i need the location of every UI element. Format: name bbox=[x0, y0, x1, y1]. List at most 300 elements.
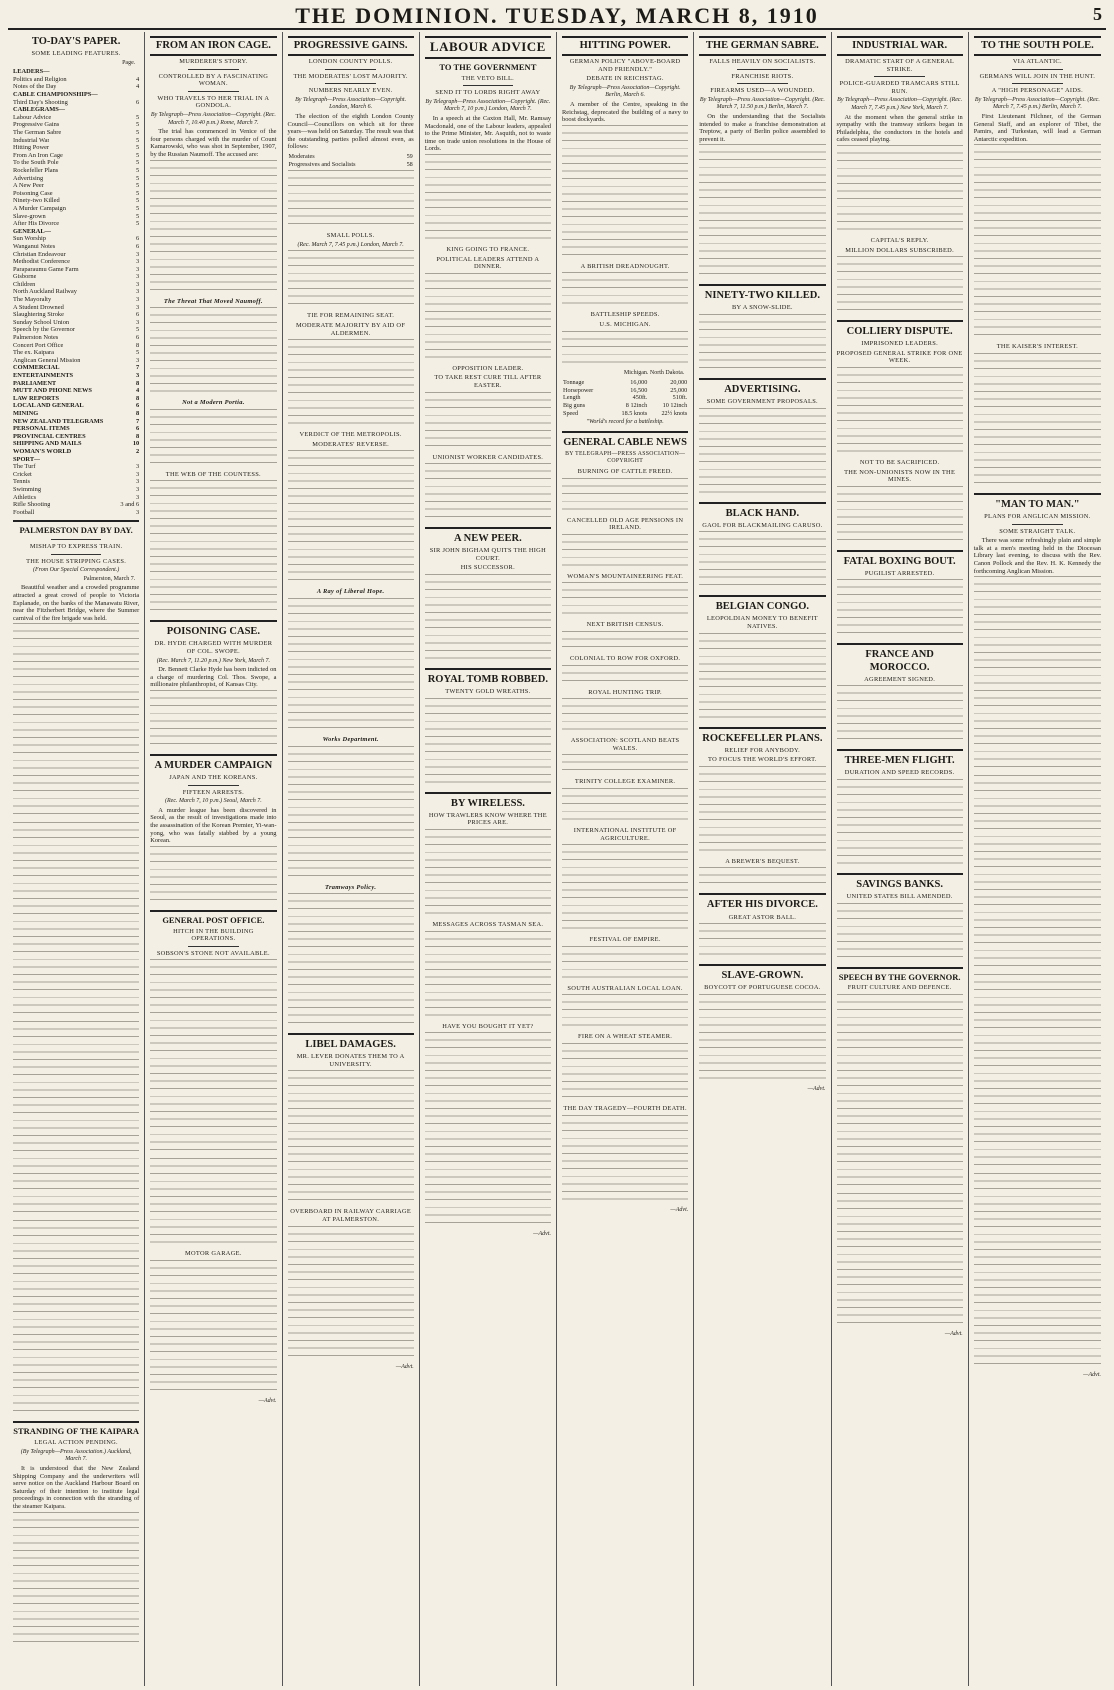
index-item-label: Slaughtering Stroke bbox=[13, 311, 64, 319]
dreadnought-sub: A BRITISH DREADNOUGHT. bbox=[580, 262, 670, 270]
moderates-reverse-sub: MODERATES' REVERSE. bbox=[312, 440, 390, 448]
column-3 bbox=[283, 32, 420, 1686]
body-text bbox=[288, 450, 414, 586]
battleship-table-note: "World's record for a battleship. bbox=[586, 419, 664, 426]
index-item-label: LAW REPORTS bbox=[13, 394, 59, 402]
index-item-page: 8 bbox=[136, 409, 140, 417]
small-polls-sub: SMALL POLLS. bbox=[326, 232, 375, 240]
index-item-label: Ninety-two Killed bbox=[13, 197, 60, 205]
index-item-page: 3 bbox=[136, 296, 140, 304]
index-item-label: Rockefeller Plans bbox=[13, 166, 59, 174]
poisoning-dateline: (Rec. March 7, 11.20 p.m.) New York, March 7. bbox=[156, 657, 271, 664]
hitting-power-sub-2: DEBATE IN REICHSTAG. bbox=[586, 75, 664, 83]
iron-cage-heading: FROM AN IRON CAGE. bbox=[150, 36, 276, 56]
table-cell: 8 12inch bbox=[625, 401, 648, 409]
index-item-page: 3 bbox=[136, 463, 140, 471]
index-item-page: 6 bbox=[136, 242, 140, 250]
body-text bbox=[974, 1173, 1101, 1370]
index-item bbox=[13, 448, 139, 456]
body-text bbox=[150, 480, 276, 616]
body-text bbox=[837, 579, 963, 639]
verdict-sub: VERDICT OF THE METROPOLIS. bbox=[299, 431, 402, 439]
index-item-label: Cricket bbox=[13, 470, 32, 478]
black-hand-heading: BLACK HAND. bbox=[725, 507, 800, 519]
table-cell: 10 12inch bbox=[662, 401, 688, 409]
post-office-heading: GENERAL POST OFFICE. bbox=[162, 914, 265, 925]
index-item-label: From An Iron Cage bbox=[13, 151, 63, 159]
index-item-label: CABLE CHAMPIONSHIPS— bbox=[13, 91, 98, 99]
german-sabre-paragraph: On the understanding that the Socialists intended to make a franchise demonstration at Treptow, a party of Berlin police assembled to prevent it. bbox=[699, 113, 826, 143]
after-divorce-heading: AFTER HIS DIVORCE. bbox=[706, 899, 818, 911]
column-2 bbox=[145, 32, 282, 1686]
fruit-culture-sub: FRUIT CULTURE AND DEFENCE. bbox=[847, 984, 952, 992]
royal-tomb-heading: ROYAL TOMB ROBBED. bbox=[427, 674, 549, 686]
table-cell: 510ft. bbox=[672, 394, 688, 402]
index-item-page: 5 bbox=[136, 349, 140, 357]
index-item bbox=[13, 197, 139, 205]
day-tragedy-sub: THE DAY TRAGEDY—FOURTH DEATH. bbox=[563, 1104, 687, 1112]
index-item bbox=[13, 228, 139, 236]
hitting-power-heading: HITTING POWER. bbox=[562, 36, 688, 56]
index-item-label: After His Divorce bbox=[13, 220, 60, 228]
index-item-page: 3 and 6 bbox=[120, 501, 140, 509]
progressive-sub-1: LONDON COUNTY POLLS. bbox=[308, 58, 393, 66]
index-item-page: 3 bbox=[136, 273, 140, 281]
palmerston-sub-1: MISHAP TO EXPRESS TRAIN. bbox=[29, 543, 123, 551]
body-text bbox=[562, 125, 688, 261]
labour-advice-heading-2: TO THE GOVERNMENT bbox=[439, 61, 537, 72]
mountaineering-sub: WOMAN'S MOUNTAINEERING FEAT. bbox=[567, 572, 684, 580]
index-item-label: Hitting Power bbox=[13, 144, 50, 152]
index-item-page: 5 bbox=[136, 151, 140, 159]
index-item bbox=[13, 182, 139, 190]
liberal-hope-sub: A Ray of Liberal Hope. bbox=[316, 588, 385, 596]
index-item-page: 5 bbox=[136, 189, 140, 197]
murder-campaign-sub-2: FIFTEEN ARRESTS. bbox=[182, 788, 244, 796]
index-item bbox=[13, 114, 139, 122]
index-item-label: Third Day's Shooting bbox=[13, 98, 68, 106]
index-item-page: 5 bbox=[136, 174, 140, 182]
table-cell: Big guns bbox=[563, 401, 586, 409]
index-item bbox=[13, 106, 139, 114]
body-text bbox=[974, 775, 1101, 972]
trinity-sub: TRINITY COLLEGE EXAMINER. bbox=[574, 778, 676, 786]
index-item bbox=[13, 326, 139, 334]
index-item-label: North Auckland Railway bbox=[13, 288, 77, 296]
index-item-page: 4 bbox=[136, 387, 140, 395]
body-text bbox=[837, 1193, 963, 1329]
body-text bbox=[288, 746, 414, 882]
index-item-page: 5 bbox=[136, 159, 140, 167]
index-item-page: 3 bbox=[136, 470, 140, 478]
index-item-label: Labour Advice bbox=[13, 113, 52, 121]
index-item-label: Speech by the Governor bbox=[13, 326, 75, 334]
industrial-war-sub-1: DRAMATIC START OF A GENERAL STRIKE. bbox=[845, 58, 955, 73]
index-item-label: MUTT AND PHONE NEWS bbox=[13, 387, 92, 395]
speed-records-sub: DURATION AND SPEED RECORDS. bbox=[844, 769, 955, 777]
poisoning-heading: POISONING CASE. bbox=[166, 626, 261, 638]
body-text bbox=[562, 272, 688, 309]
kaipara-heading: STRANDING OF THE KAIPARA bbox=[13, 1426, 139, 1437]
hunting-trip-sub: ROYAL HUNTING TRIP. bbox=[588, 688, 662, 696]
agriculture-sub: INTERNATIONAL INSTITUTE OF AGRICULTURE. bbox=[573, 826, 677, 842]
body-text bbox=[699, 633, 825, 723]
south-pole-heading: TO THE SOUTH POLE. bbox=[974, 36, 1101, 56]
index-item-label: Palmerston Notes bbox=[13, 334, 59, 342]
index-item-page: 5 bbox=[136, 129, 140, 136]
index-item bbox=[13, 266, 139, 274]
body-text bbox=[425, 1032, 551, 1229]
table-cell: 16,500 bbox=[630, 386, 648, 394]
via-atlantic-sub: VIA ATLANTIC. bbox=[1012, 58, 1062, 66]
index-item-label: ENTERTAINMENTS bbox=[13, 372, 74, 379]
caruso-sub: GAOL FOR BLACKMAILING CARUSO. bbox=[702, 521, 823, 529]
brewer-bequest-sub: A BREWER'S BEQUEST. bbox=[725, 857, 800, 865]
masthead bbox=[8, 0, 1106, 30]
index-item-label: A Student Drowned bbox=[13, 303, 64, 311]
index-item bbox=[13, 387, 139, 395]
index-item-page: 5 bbox=[136, 136, 140, 144]
advertising-sub: SOME GOVERNMENT PROPOSALS. bbox=[706, 398, 818, 406]
body-text bbox=[974, 974, 1101, 1171]
contents-index bbox=[13, 68, 139, 516]
body-text bbox=[562, 1043, 688, 1103]
body-text bbox=[837, 486, 963, 546]
advertisement-mark: —Advt. bbox=[944, 1330, 963, 1337]
index-item-label: Methodist Conference bbox=[13, 258, 70, 266]
body-text bbox=[837, 256, 963, 316]
body-text bbox=[837, 779, 963, 869]
table-row bbox=[562, 410, 688, 418]
ninety-two-heading: NINETY-TWO KILLED. bbox=[704, 290, 820, 302]
index-item-label: To the South Pole bbox=[13, 159, 59, 167]
index-item bbox=[13, 76, 139, 84]
index-item-label: Paraparaumu Game Farm bbox=[13, 265, 79, 273]
small-polls-dateline: (Rec. March 7, 7.45 p.m.) London, March 7. bbox=[297, 241, 404, 248]
body-text bbox=[288, 893, 414, 1029]
body-text bbox=[562, 754, 688, 776]
index-item-label: Poisoning Case bbox=[13, 189, 53, 197]
table-cell: 58 bbox=[406, 160, 413, 168]
body-text bbox=[699, 314, 825, 374]
capitals-reply-sub: CAPITAL'S REPLY. bbox=[870, 237, 929, 244]
iron-cage-dateline: By Telegraph—Press Association—Copyright. (Rec. March 7, 10.40 p.m.) Rome, March 7. bbox=[150, 112, 276, 126]
index-item bbox=[13, 190, 139, 198]
index-item-label: SPORT— bbox=[13, 455, 41, 463]
governor-speech-heading: SPEECH BY THE GOVERNOR. bbox=[838, 971, 961, 982]
progressive-sub-3: NUMBERS NEARLY EVEN. bbox=[308, 87, 393, 95]
index-item bbox=[13, 471, 139, 479]
advertisement-mark: —Advt. bbox=[807, 1085, 826, 1092]
body-text bbox=[13, 822, 139, 1019]
index-item-page: 7 bbox=[136, 364, 140, 372]
murder-campaign-sub-1: JAPAN AND THE KOREANS. bbox=[169, 774, 258, 782]
index-item-page: 5 bbox=[136, 326, 140, 334]
cocoa-boycott-sub: BOYCOTT OF PORTUGUESE COCOA. bbox=[704, 984, 821, 992]
index-item-label: Athletics bbox=[13, 493, 37, 501]
body-text bbox=[150, 846, 276, 906]
index-item bbox=[13, 501, 139, 509]
index-item-page: 5 bbox=[136, 182, 140, 190]
index-item-label: The Turf bbox=[13, 463, 36, 471]
index-item bbox=[13, 167, 139, 175]
general-strike-sub: PROPOSED GENERAL STRIKE FOR ONE WEEK. bbox=[836, 349, 963, 365]
index-item-label: CABLEGRAMS— bbox=[13, 106, 66, 114]
index-item-label: Anglican General Mission bbox=[13, 356, 81, 364]
body-text bbox=[425, 392, 551, 452]
index-item-label: WOMAN'S WORLD bbox=[13, 447, 72, 455]
body-text bbox=[288, 339, 414, 429]
body-text bbox=[288, 598, 414, 734]
index-item-label: Rifle Shooting bbox=[13, 501, 51, 509]
table-cell: Progressives and Socialists bbox=[288, 160, 356, 168]
body-text bbox=[150, 959, 276, 1156]
body-text bbox=[562, 665, 688, 687]
man-to-man-heading: "MAN TO MAN." bbox=[995, 499, 1080, 510]
page-number: 5 bbox=[1093, 4, 1102, 24]
column-4 bbox=[420, 32, 557, 1686]
index-item bbox=[13, 68, 139, 76]
index-item-page: 3 bbox=[136, 508, 140, 516]
us-bill-sub: UNITED STATES BILL AMENDED. bbox=[846, 892, 953, 900]
royal-tomb-sub: TWENTY GOLD WREATHS. bbox=[445, 688, 531, 696]
column-5 bbox=[557, 32, 694, 1686]
table-cell: 16,000 bbox=[630, 379, 648, 387]
column-1 bbox=[8, 32, 145, 1686]
todays-paper-subheading: SOME LEADING FEATURES. bbox=[31, 50, 121, 58]
body-text bbox=[699, 994, 825, 1084]
table-cell: 450ft. bbox=[632, 394, 648, 402]
savings-banks-heading: SAVINGS BANKS. bbox=[856, 878, 943, 890]
kaipara-subheading: LEGAL ACTION PENDING. bbox=[34, 1439, 118, 1447]
index-item-page: 6 bbox=[136, 235, 140, 243]
index-item bbox=[13, 83, 139, 91]
index-item-page: 3 bbox=[136, 258, 140, 266]
body-text bbox=[562, 844, 688, 934]
body-text bbox=[974, 144, 1101, 341]
new-peer-sub-2: HIS SUCCESSOR. bbox=[460, 564, 516, 572]
motor-garage-sub: MOTOR GARAGE. bbox=[185, 1250, 242, 1258]
body-text bbox=[425, 463, 551, 523]
trawlers-sub: HOW TRAWLERS KNOW WHERE THE PRICES ARE. bbox=[428, 811, 547, 827]
german-sabre-heading: THE GERMAN SABRE. bbox=[699, 36, 825, 56]
advertisement-mark: —Advt. bbox=[670, 1206, 689, 1213]
table-row bbox=[562, 402, 688, 410]
leopoldian-sub: LEOPOLDIAN MONEY TO BENEFIT NATIVES. bbox=[706, 615, 818, 631]
fatal-boxing-heading: FATAL BOXING BOUT. bbox=[843, 555, 956, 567]
index-item-label: Christian Endeavour bbox=[13, 250, 66, 258]
general-cable-credit: BY TELEGRAPH—PRESS ASSOCIATION—COPYRIGHT bbox=[565, 450, 686, 465]
index-item-label: Advertising bbox=[13, 174, 44, 182]
body-text bbox=[562, 994, 688, 1031]
tie-seat-sub: TIE FOR REMAINING SEAT. bbox=[307, 312, 395, 320]
cattle-sub: BURNING OF CATTLE FREED. bbox=[577, 468, 673, 475]
anglican-mission-sub: PLANS FOR ANGLICAN MISSION. bbox=[984, 513, 1091, 521]
index-item bbox=[13, 220, 139, 228]
wheat-steamer-sub: FIRE ON A WHEAT STEAMER. bbox=[578, 1033, 673, 1041]
labour-advice-heading: LABOUR ADVICE bbox=[425, 36, 551, 59]
index-item-label: Notes of the Day bbox=[13, 83, 57, 91]
straight-talk-sub: SOME STRAIGHT TALK. bbox=[999, 527, 1076, 535]
table-cell: Tonnage bbox=[563, 379, 585, 387]
index-item bbox=[13, 372, 139, 380]
index-item bbox=[13, 425, 139, 433]
man-to-man-paragraph: There was some refreshingly plain and simple talk at a men's meeting held in the Diocesan Library last evening, to discuss with the Rev. Canon Pollock and the Rev. H. K. Kennedy the forthcoming Anglican Mission. bbox=[973, 537, 1101, 575]
by-wireless-heading: BY WIRELESS. bbox=[450, 797, 525, 809]
king-france-sub: KING GOING TO FRANCE. bbox=[446, 246, 530, 254]
murder-campaign-dateline: (Rec. March 7, 10 p.m.) Seoul, March 7. bbox=[165, 798, 262, 805]
index-item-label: GENERAL— bbox=[13, 227, 51, 235]
labour-advice-dateline: By Telegraph—Press Association—Copyright. (Rec. March 7, 10 p.m.) London, March 7. bbox=[425, 98, 551, 113]
body-text bbox=[13, 623, 139, 820]
million-dollars-sub: MILLION DOLLARS SUBSCRIBED. bbox=[845, 246, 954, 254]
index-item-label: Gisborne bbox=[13, 273, 37, 281]
body-text bbox=[425, 829, 551, 919]
industrial-war-sub-2: POLICE-GUARDED TRAMCARS STILL RUN. bbox=[839, 80, 960, 95]
post-office-sub-2: SOBSON'S STONE NOT AVAILABLE. bbox=[156, 949, 270, 957]
body-text bbox=[699, 867, 825, 889]
index-item-page: 5 bbox=[136, 212, 140, 220]
agreement-sub: AGREEMENT SIGNED. bbox=[864, 675, 936, 683]
body-text bbox=[562, 698, 688, 735]
opposition-leader-sub: OPPOSITION LEADER. bbox=[452, 364, 524, 372]
body-text bbox=[425, 931, 551, 1021]
body-text bbox=[699, 531, 825, 591]
body-text bbox=[13, 1220, 139, 1417]
newspaper-title: THE DOMINION. TUESDAY, MARCH 8, 1910 bbox=[295, 3, 819, 28]
veto-bill-sub: THE VETO BILL. bbox=[461, 74, 515, 82]
index-item-page: 3 bbox=[136, 372, 140, 379]
census-sub: NEXT BRITISH CENSUS. bbox=[586, 621, 664, 629]
advertising-heading: ADVERTISING. bbox=[724, 384, 801, 396]
new-peer-heading: A NEW PEER. bbox=[453, 533, 522, 545]
index-item bbox=[13, 418, 139, 426]
palmerston-heading: PALMERSTON DAY BY DAY. bbox=[19, 525, 133, 536]
high-personage-sub: A "HIGH PERSONAGE" AIDS. bbox=[991, 87, 1083, 95]
index-item bbox=[13, 463, 139, 471]
table-cell: 20,000 bbox=[670, 379, 688, 387]
south-pole-dateline: By Telegraph—Press Association—Copyright. (Rec. March 7, 7.45 p.m.) Berlin, March 7. bbox=[974, 96, 1100, 111]
index-item-page: 3 bbox=[136, 265, 140, 273]
overboard-sub: OVERBOARD IN RAILWAY CARRIAGE AT PALMERSTON. bbox=[290, 1208, 412, 1223]
hitting-power-dateline: By Telegraph—Press Association—Copyright. Berlin, March 6. bbox=[569, 84, 681, 99]
index-item bbox=[13, 478, 139, 486]
industrial-war-heading: INDUSTRIAL WAR. bbox=[837, 36, 963, 56]
index-item-label: Wanganui Notes bbox=[13, 242, 56, 250]
index-item-page: 6 bbox=[136, 98, 140, 106]
body-text bbox=[562, 788, 688, 825]
index-item-label: Concert Port Office bbox=[13, 341, 64, 349]
index-item-page: 3 bbox=[136, 493, 140, 501]
table-cell: 18.5 knots bbox=[621, 409, 648, 417]
table-cell: Length bbox=[563, 394, 581, 402]
index-item-label: The ex. Kaipara bbox=[13, 349, 54, 357]
progressive-dateline: By Telegraph—Press Association—Copyright. London, March 6. bbox=[295, 96, 407, 111]
index-item-page: 8 bbox=[136, 432, 140, 440]
index-item-label: SHIPPING AND MAILS bbox=[13, 440, 82, 448]
new-peer-sub-1: SIR JOHN BIGHAM QUITS THE HIGH COURT. bbox=[429, 547, 547, 562]
index-item-label: Progressive Gains bbox=[13, 121, 60, 129]
works-department-sub: Works Department. bbox=[322, 735, 379, 743]
post-office-sub-1: HITCH IN THE BUILDING OPERATIONS. bbox=[173, 927, 254, 943]
index-item-label: Sunday School Union bbox=[13, 318, 70, 326]
index-item-page bbox=[137, 228, 139, 236]
index-item-label: Politics and Religion bbox=[13, 75, 67, 83]
index-item bbox=[13, 380, 139, 388]
index-item-page bbox=[137, 106, 139, 114]
index-item bbox=[13, 175, 139, 183]
index-item-page: 3 bbox=[136, 250, 140, 258]
index-item-page: 3 bbox=[136, 356, 140, 364]
body-text bbox=[150, 160, 276, 296]
index-item bbox=[13, 144, 139, 152]
index-item bbox=[13, 395, 139, 403]
kaipara-dateline: (By Telegraph—Press Association.) Auckland, March 7. bbox=[20, 1448, 132, 1463]
body-text bbox=[562, 631, 688, 653]
index-item bbox=[13, 296, 139, 304]
index-item-page: 8 bbox=[136, 394, 140, 402]
body-text bbox=[425, 273, 551, 363]
index-item bbox=[13, 288, 139, 296]
body-text bbox=[425, 154, 551, 244]
body-text bbox=[699, 766, 825, 856]
index-item-label: PARLIAMENT bbox=[13, 379, 57, 387]
index-item bbox=[13, 205, 139, 213]
council-results-table bbox=[288, 153, 414, 168]
poisoning-paragraph: Dr. Bennett Clarke Hyde has been indicted on a charge of murdering Col. Thos. Swope, a millionaire philanthropist, of Kansas City. bbox=[150, 666, 277, 689]
column-6 bbox=[694, 32, 831, 1686]
body-text bbox=[837, 145, 963, 235]
industrial-war-paragraph: At the moment when the general strike in sympathy with the tramway strikers began in Philadelphia, the conductors in the hotels and cafes ceased playing. bbox=[836, 113, 963, 144]
index-item-label: Swimming bbox=[13, 485, 42, 493]
body-text bbox=[699, 144, 825, 280]
index-item-label: COMMERCIAL bbox=[13, 364, 60, 372]
german-sabre-sub-2: FRANCHISE RIOTS. bbox=[731, 72, 794, 80]
astor-ball-sub: GREAT ASTOR BALL. bbox=[728, 913, 797, 921]
column-7 bbox=[832, 32, 969, 1686]
table-cell: 59 bbox=[406, 153, 413, 160]
index-item bbox=[13, 509, 139, 517]
index-item-label: The Mayoralty bbox=[13, 296, 52, 304]
index-item bbox=[13, 281, 139, 289]
non-unionists-sub: THE NON-UNIONISTS NOW IN THE MINES. bbox=[844, 468, 956, 484]
table-cell: 25,000 bbox=[670, 386, 688, 394]
body-text bbox=[150, 409, 276, 469]
index-item-page: 4 bbox=[136, 83, 140, 91]
progressive-sub-2: THE MODERATES' LOST MAJORITY. bbox=[293, 72, 408, 80]
index-item bbox=[13, 364, 139, 372]
libel-sub: MR. LEVER DONATES THEM TO A UNIVERSITY. bbox=[296, 1053, 405, 1068]
index-item-page: 5 bbox=[136, 113, 140, 121]
body-text bbox=[288, 1070, 414, 1206]
tasman-sub: MESSAGES ACROSS TASMAN SEA. bbox=[432, 920, 544, 928]
iron-cage-sub-4: The Threat That Moved Naumoff. bbox=[163, 297, 263, 305]
index-item bbox=[13, 251, 139, 259]
index-item bbox=[13, 121, 139, 129]
advertisement-mark: —Advt. bbox=[258, 1397, 277, 1404]
index-item bbox=[13, 342, 139, 350]
index-item bbox=[13, 410, 139, 418]
table-cell: Moderates bbox=[288, 153, 315, 160]
rockefeller-heading: ROCKEFELLER PLANS. bbox=[702, 732, 823, 744]
index-item bbox=[13, 129, 139, 137]
scotland-wales-sub: ASSOCIATION: SCOTLAND BEATS WALES. bbox=[570, 737, 680, 752]
german-sabre-sub-3: FIREARMS USED—A WOUNDED. bbox=[710, 87, 815, 95]
index-item bbox=[13, 311, 139, 319]
index-item-label: A Murder Campaign bbox=[13, 204, 66, 212]
index-item-page: 3 bbox=[136, 318, 140, 326]
battleship-table-caption: Michigan. North Dakota. bbox=[623, 369, 685, 376]
